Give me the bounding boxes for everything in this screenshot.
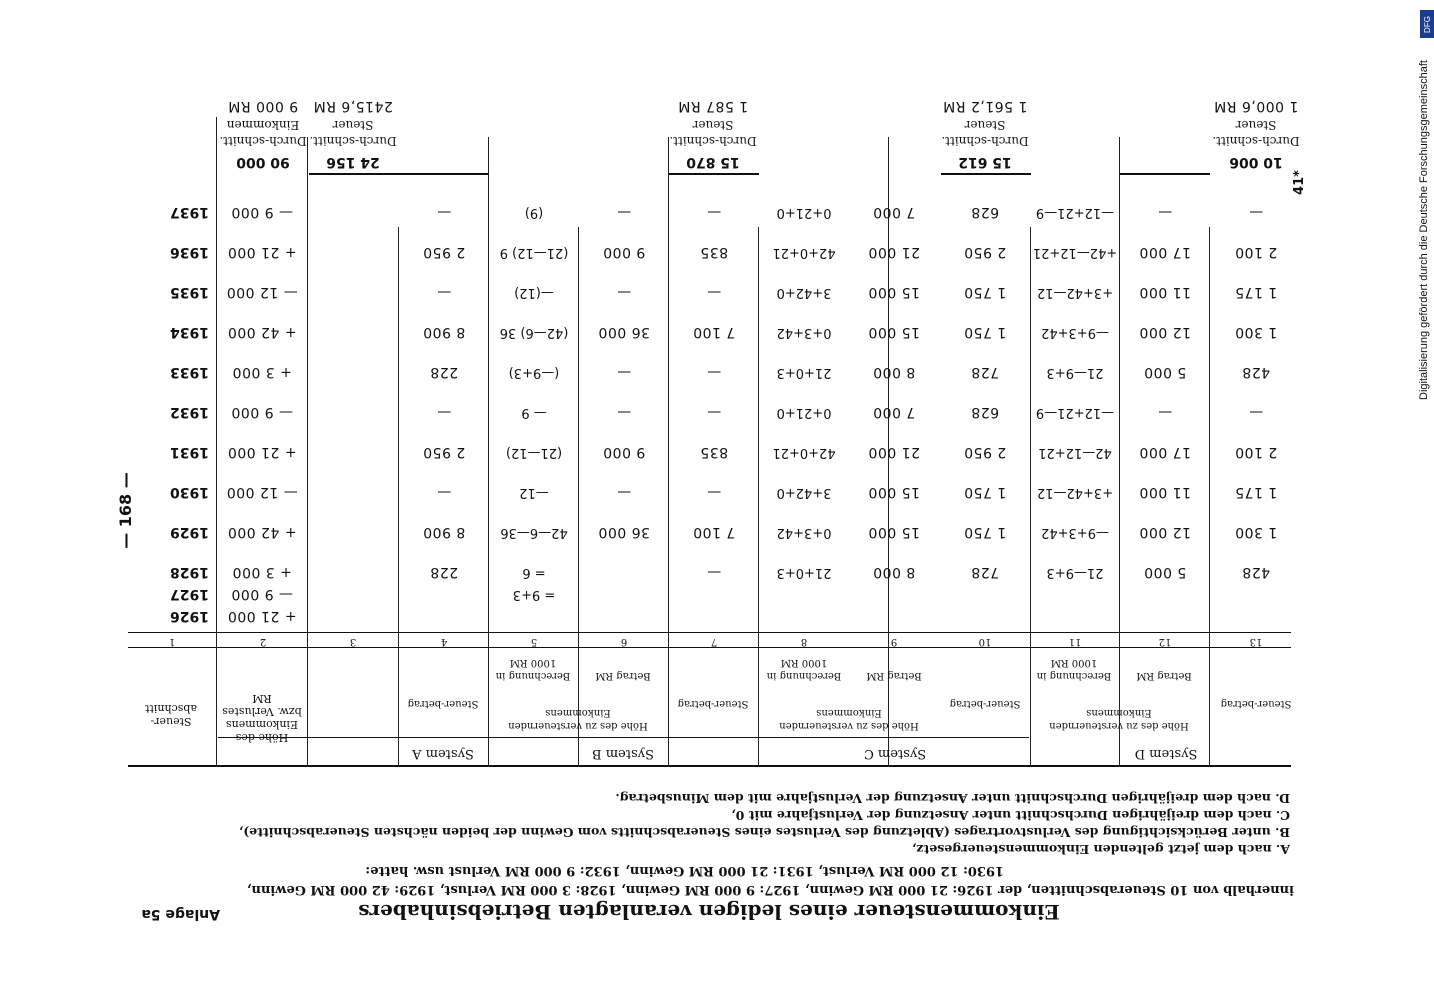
cell-d-tax: 428: [1241, 364, 1271, 380]
system-b-explanation: B. unter Berücksichtigung des Verlustvortrages (Abletzung des Verlustes eines Steuerabschnitts vom Gewinn der beiden nächsten Steuerabschnitte),: [238, 825, 1290, 840]
cell-amount: + 21 000: [227, 244, 297, 260]
total-rule-hoehe: [309, 173, 399, 175]
cell-c-calc: 42+0+21: [772, 245, 836, 260]
cell-d-calc: +3+42—12: [1036, 285, 1114, 300]
column-number: 8: [800, 636, 808, 647]
cell-c-calc: 0+3+42: [776, 525, 832, 540]
cell-a: 8 900: [422, 324, 466, 340]
cell-c-amt: 21 000: [868, 244, 920, 260]
header-system-a: System A: [412, 746, 474, 761]
cell-a: —: [436, 204, 452, 220]
system-c-explanation: C. nach dem dreijährigen Durchschnitt unter Ansetzung der Verlustjahre mit 0,: [731, 808, 1290, 823]
header-c-hoehe: Höhe des zu versteuernden Einkommens: [779, 707, 919, 731]
annex-label: Anlage 5a: [141, 906, 220, 922]
cell-c-tax: 1 750: [963, 484, 1007, 500]
cell-c-amt: 8 000: [872, 564, 916, 580]
cell-d-tax: —: [1248, 204, 1264, 220]
cell-amount: — 9 000: [230, 586, 294, 602]
cell-c-tax: 2 950: [963, 244, 1007, 260]
cell-b-amt: 36 000: [598, 524, 650, 540]
total-hoehe-label-2: Einkommen: [226, 118, 300, 132]
cell-c-tax: 1 750: [963, 324, 1007, 340]
total-a-label: Durch-schnitt.: [309, 134, 397, 148]
cell-a: —: [436, 404, 452, 420]
total-hoehe-label: Durch-schnitt.: [219, 134, 307, 148]
column-number: 12: [1158, 636, 1172, 647]
cell-a: 2 950: [422, 444, 466, 460]
cell-amount: + 21 000: [227, 608, 297, 624]
column-number: 7: [710, 636, 718, 647]
total-d: 10 006: [1229, 154, 1283, 170]
cell-year: 1929: [170, 524, 209, 540]
header-a-steuerbetrag: Steuer-betrag: [407, 698, 479, 709]
cell-d-calc: —9+3+42: [1041, 325, 1109, 340]
header-b-betrag: Betrag RM: [595, 670, 651, 681]
cell-year: 1931: [170, 444, 209, 460]
cell-year: 1930: [170, 484, 209, 500]
cell-d-calc: —12+21—9: [1035, 205, 1115, 220]
cell-b-calc: (—9+3): [508, 365, 560, 380]
cell-d-amt: 11 000: [1139, 484, 1191, 500]
cell-d-calc: +42—12+21: [1032, 245, 1118, 260]
cell-d-amt: 12 000: [1139, 324, 1191, 340]
cell-year: 1933: [170, 364, 209, 380]
cell-c-amt: 7 000: [872, 404, 916, 420]
cell-c-amt: 15 000: [868, 324, 920, 340]
col-divider: [398, 227, 399, 767]
avg-hoehe: 9 000 RM: [227, 98, 299, 114]
cell-c-amt: 21 000: [868, 444, 920, 460]
cell-c-calc: 21+0+3: [776, 365, 832, 380]
column-number: 2: [259, 636, 267, 647]
total-rule-b: [669, 173, 759, 175]
column-number: 13: [1249, 636, 1263, 647]
cell-b-calc: = 9+3: [512, 587, 556, 602]
table-top-rule: [128, 765, 1291, 767]
cell-b-amt: 9 000: [602, 444, 646, 460]
cell-b-amt: —: [616, 364, 632, 380]
cell-c-tax: 628: [970, 404, 1000, 420]
cell-d-amt: 17 000: [1139, 444, 1191, 460]
column-number: 11: [1068, 636, 1082, 647]
cell-c-tax: 1 750: [963, 284, 1007, 300]
avg-a: 2415,6 RM: [313, 98, 393, 114]
cell-b-tax: 7 100: [692, 324, 736, 340]
cell-year: 1928: [170, 564, 209, 580]
header-b-steuerbetrag: Steuer-betrag: [677, 698, 749, 709]
column-number: 1: [168, 636, 176, 647]
cell-b-amt: 9 000: [602, 244, 646, 260]
cell-year: 1932: [170, 404, 209, 420]
col-divider: [216, 117, 217, 767]
cell-a: 228: [429, 364, 459, 380]
intro-line-2: 1930: 12 000 RM Verlust, 1931: 21 000 RM Gewinn, 1932: 9 000 RM Verlust usw. hatte:: [365, 863, 1004, 878]
cell-b-amt: —: [616, 204, 632, 220]
header-system-b: System B: [592, 746, 654, 761]
digitization-credit: Digitalisierung gefördert durch die Deutsche Forschungsgemeinschaft: [1418, 60, 1430, 400]
cell-d-calc: +3+42—12: [1036, 485, 1114, 500]
header-c-betrag: Betrag RM: [866, 670, 922, 681]
header-b-hoehe: Höhe des zu versteuernden Einkommens: [508, 707, 648, 731]
header-d-berechnung: Berechnung in 1000 RM: [1036, 657, 1112, 681]
total-c-label: Durch-schnitt.: [941, 134, 1029, 148]
cell-c-tax: 728: [970, 364, 1000, 380]
cell-c-amt: 8 000: [872, 364, 916, 380]
cell-b-tax: —: [706, 364, 722, 380]
cell-d-calc: —12+21—9: [1035, 405, 1115, 420]
cell-b-calc: 42—6—36: [500, 525, 568, 540]
page-title: Einkommensteuer eines ledigen veranlagten Betriebsinhabers: [358, 900, 1060, 924]
cell-a: 228: [429, 564, 459, 580]
cell-year: 1937: [170, 204, 209, 220]
cell-c-amt: 15 000: [868, 284, 920, 300]
header-c-berechnung: Berechnung in 1000 RM: [766, 657, 842, 681]
cell-c-tax: 2 950: [963, 444, 1007, 460]
cell-b-calc: (21—12) 9: [499, 245, 569, 260]
cell-b-amt: —: [616, 284, 632, 300]
total-rule-d: [1120, 173, 1210, 175]
cell-c-calc: 0+21+0: [776, 205, 832, 220]
cell-amount: + 3 000: [232, 564, 292, 580]
cell-b-tax: 835: [699, 444, 729, 460]
cell-d-calc: 21—9+3: [1046, 365, 1104, 380]
cell-d-tax: —: [1248, 404, 1264, 420]
cell-b-tax: —: [706, 284, 722, 300]
avg-b: 1 587 RM: [677, 98, 749, 114]
cell-c-amt: 7 000: [872, 204, 916, 220]
cell-d-tax: 1 300: [1234, 324, 1278, 340]
cell-b-amt: —: [616, 484, 632, 500]
total-c: 15 612: [958, 154, 1012, 170]
cell-d-calc: —9+3+42: [1041, 525, 1109, 540]
cell-b-amt: —: [616, 404, 632, 420]
total-d-label: Durch-schnitt.: [1212, 134, 1300, 148]
cell-amount: — 9 000: [230, 204, 294, 220]
cell-d-tax: 2 100: [1234, 444, 1278, 460]
table-header-rule: [128, 632, 1291, 633]
cell-c-calc: 3+42+0: [776, 285, 832, 300]
cell-amount: + 42 000: [227, 524, 297, 540]
table-colnum-rule: [128, 647, 1291, 648]
cell-b-calc: —(12): [514, 285, 554, 300]
column-number: 3: [349, 636, 357, 647]
cell-b-tax: —: [706, 484, 722, 500]
cell-d-amt: 5 000: [1143, 564, 1187, 580]
cell-c-amt: 15 000: [868, 524, 920, 540]
signature-mark: 41*: [1292, 170, 1308, 195]
cell-year: 1935: [170, 284, 209, 300]
cell-amount: + 42 000: [227, 324, 297, 340]
cell-a: —: [436, 284, 452, 300]
header-d-hoehe: Höhe des zu versteuernden Einkommens: [1049, 707, 1189, 731]
header-d-betrag: Betrag RM: [1136, 670, 1192, 681]
column-number: 4: [440, 636, 448, 647]
cell-a: —: [436, 484, 452, 500]
cell-year: 1927: [170, 586, 209, 602]
cell-d-calc: 21—9+3: [1046, 565, 1104, 580]
header-system-c: System C: [863, 746, 927, 761]
cell-d-tax: 2 100: [1234, 244, 1278, 260]
cell-a: 2 950: [422, 244, 466, 260]
total-b: 15 870: [686, 154, 740, 170]
cell-d-tax: 1 175: [1234, 284, 1278, 300]
cell-b-tax: 835: [699, 244, 729, 260]
cell-d-tax: 428: [1241, 564, 1271, 580]
cell-b-calc: — 9: [521, 405, 547, 420]
cell-d-calc: 42—12+21: [1038, 445, 1112, 460]
system-d-explanation: D. nach dem dreijährigen Durchschnitt unter Ansetzung der Verlustjahre mit dem Minusbetrag.: [615, 791, 1290, 806]
header-c-steuerbetrag: Steuer-betrag: [949, 698, 1021, 709]
cell-d-amt: 12 000: [1139, 524, 1191, 540]
dfg-logo: DFG: [1420, 10, 1434, 38]
cell-b-tax: —: [706, 404, 722, 420]
cell-d-amt: —: [1157, 204, 1173, 220]
cell-c-tax: 628: [970, 204, 1000, 220]
cell-amount: + 21 000: [227, 444, 297, 460]
intro-line-1: innerhalb von 10 Steuerabschnitten, der 1926: 21 000 RM Gewinn, 1927: 9 000 RM Gewinn, 1928: 3 000 RM Verlust, 1929: 42 000 RM Gewinn,: [246, 882, 1294, 897]
column-number: 9: [890, 636, 898, 647]
total-b-label: Durch-schnitt.: [669, 134, 757, 148]
header-system-d: System D: [1134, 746, 1198, 761]
cell-b-tax: —: [706, 204, 722, 220]
total-b-label-2: Steuer: [692, 118, 734, 132]
cell-amount: — 12 000: [226, 484, 298, 500]
cell-c-calc: 21+0+3: [776, 565, 832, 580]
cell-c-tax: 1 750: [963, 524, 1007, 540]
avg-c: 1 561,2 RM: [942, 98, 1028, 114]
total-hoehe: 90 000: [236, 154, 290, 170]
cell-c-calc: 42+0+21: [772, 445, 836, 460]
cell-b-calc: (21—12): [505, 445, 563, 460]
cell-d-tax: 1 300: [1234, 524, 1278, 540]
cell-b-tax: —: [706, 564, 722, 580]
cell-c-tax: 728: [970, 564, 1000, 580]
header-d-steuerbetrag: Steuer-betrag: [1220, 698, 1292, 709]
cell-amount: — 9 000: [230, 404, 294, 420]
cell-b-calc: —12: [519, 485, 549, 500]
cell-amount: + 3 000: [232, 364, 292, 380]
cell-c-calc: 3+42+0: [776, 485, 832, 500]
cell-d-amt: —: [1157, 404, 1173, 420]
column-number: 6: [620, 636, 628, 647]
total-rule-c: [941, 173, 1031, 175]
cell-year: 1934: [170, 324, 209, 340]
header-steuerabschnitt: Steuer-abschnitt: [145, 702, 197, 728]
total-a-label-2: Steuer: [332, 118, 374, 132]
cell-b-calc: = 6: [522, 565, 546, 580]
column-number: 5: [530, 636, 538, 647]
system-a-explanation: A. nach dem jetzt geltenden Einkommensteuergesetz,: [912, 842, 1290, 857]
cell-b-calc: (9): [524, 205, 544, 220]
page-number: — 168 —: [116, 472, 136, 549]
cell-b-tax: 7 100: [692, 524, 736, 540]
cell-c-amt: 15 000: [868, 484, 920, 500]
column-number: 10: [978, 636, 992, 647]
cell-year: 1936: [170, 244, 209, 260]
total-a: 24 156: [326, 154, 380, 170]
cell-b-amt: 36 000: [598, 324, 650, 340]
total-c-label-2: Steuer: [964, 118, 1006, 132]
cell-year: 1926: [170, 608, 209, 624]
cell-c-calc: 0+21+0: [776, 405, 832, 420]
cell-b-calc: (42—6) 36: [499, 325, 569, 340]
header-hoehe: Höhe des Einkommens bzw. Verlustes RM: [222, 692, 302, 744]
cell-c-calc: 0+3+42: [776, 325, 832, 340]
cell-d-tax: 1 175: [1234, 484, 1278, 500]
avg-d: 1 000,6 RM: [1213, 98, 1299, 114]
cell-d-amt: 11 000: [1139, 284, 1191, 300]
cell-a: 8 900: [422, 524, 466, 540]
total-rule-a: [399, 173, 489, 175]
total-d-label-2: Steuer: [1235, 118, 1277, 132]
cell-d-amt: 17 000: [1139, 244, 1191, 260]
col-divider: [307, 137, 308, 767]
cell-d-amt: 5 000: [1143, 364, 1187, 380]
header-b-berechnung: Berechnung in 1000 RM: [495, 657, 571, 681]
cell-amount: — 12 000: [226, 284, 298, 300]
